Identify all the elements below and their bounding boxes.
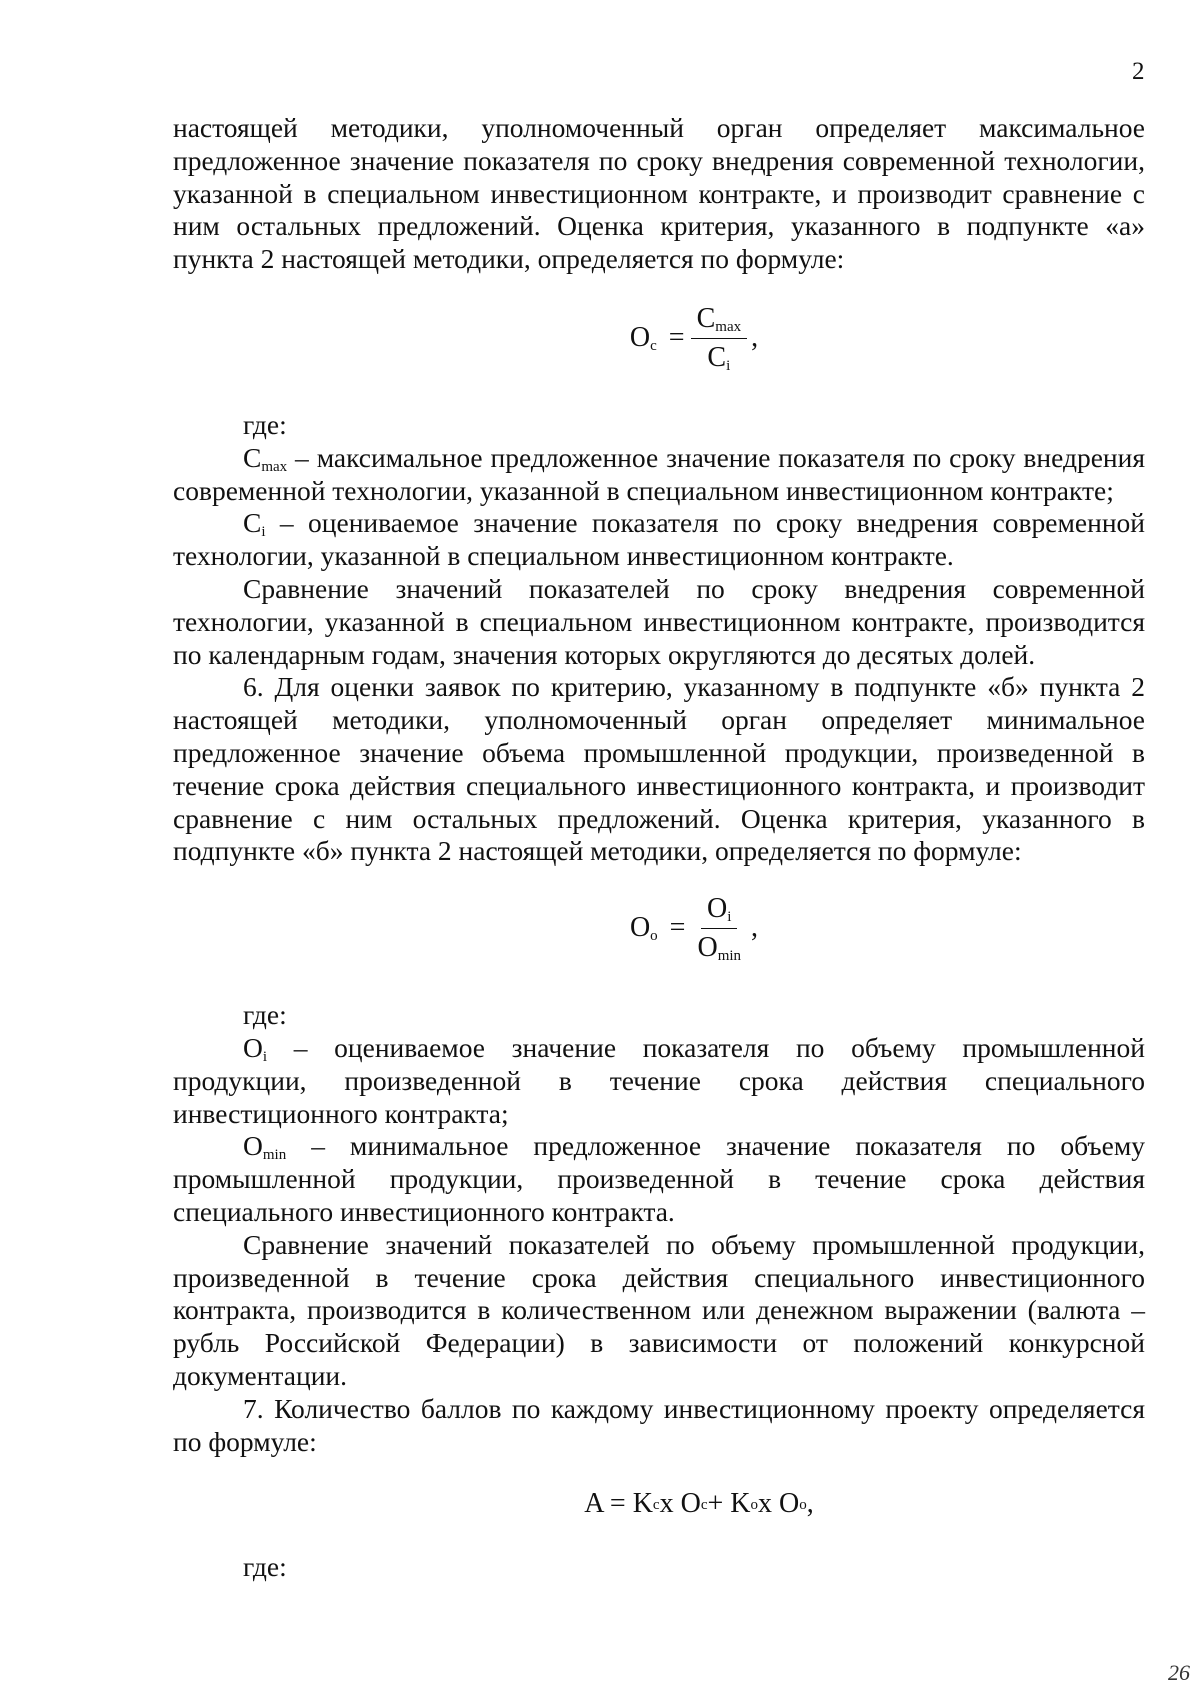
formula-oc-fraction bbox=[691, 302, 748, 375]
formula-oo-equals: = bbox=[669, 912, 686, 944]
formula-oc-lhs: $O_c$ bbox=[629, 322, 657, 355]
definition-omin: $O_{min}$ – минимальное предложенное значение показателя по объему промышленной продукции, произведенной в течение срока действия специального инвестиционного контракта. bbox=[173, 1130, 1145, 1227]
definition-oi: $O_i$ – оцениваемое значение показателя по объему промышленной продукции, произведенной в течение срока действия специального инвестиционного контракта; bbox=[173, 1031, 1145, 1129]
formula-oo-fraction bbox=[691, 892, 747, 965]
formula-oc-denominator: $C_i$ bbox=[707, 341, 731, 374]
formula-oo-denominator: $O_{min}$ bbox=[697, 932, 742, 965]
paragraph-item-7: 7. Количество баллов по каждому инвестиционному проекту определяется по формуле: bbox=[173, 1392, 1145, 1457]
paragraph-intro: настоящей методики, уполномоченный орган определяет максимальное предложенное значение показателя по сроку внедрения современной технологии, указанной в специальном инвестиционном контракте, и производит сравнение с ним остальных предложений. Оценка критерия, указанного в подпункте «а» пункта 2 настоящей методики, определяется по формуле: bbox=[173, 112, 1145, 275]
definition-ci: $C_i$ – оцениваемое значение показателя по сроку внедрения современной технологии, указанной в специальном инвестиционном контракте. bbox=[173, 507, 1145, 572]
document-body bbox=[173, 112, 1145, 1584]
paragraph-comparison-years: Сравнение значений показателей по сроку внедрения современной технологии, указанной в специальном инвестиционном контракте, производится по календарным годам, значения которых округляются до десятых долей. bbox=[173, 572, 1145, 670]
paragraph-comparison-volume: Сравнение значений показателей по объему промышленной продукции, произведенной в течение срока действия специального инвестиционного контракта, производится в количественном или денежном выражении (валюта – рубль Российской Федерации) в зависимости от положений конкурсной документации. bbox=[173, 1228, 1145, 1391]
paragraph-item-6: 6. Для оценки заявок по критерию, указанному в подпункте «б» пункта 2 настоящей методики, уполномоченный орган определяет минимальное предложенное значение объема промышленной продукции, произведенной в течение срока действия специального инвестиционного контракта, и производит сравнение с ним остальных предложений. Оценка критерия, указанного в подпункте «б» пункта 2 настоящей методики, определяется по формуле: bbox=[173, 671, 1145, 867]
page-number: 2 bbox=[1132, 58, 1145, 85]
formula-oc-equals: = bbox=[668, 322, 685, 354]
where-label-1: где: bbox=[243, 408, 287, 440]
scan-mark: 26 bbox=[1168, 1660, 1190, 1685]
formula-oc-numerator: $C_{max}$ bbox=[691, 302, 748, 339]
where-label-2: где: bbox=[243, 999, 287, 1031]
formula-oo-numerator: $O_i$ bbox=[701, 892, 737, 929]
where-label-3: где: bbox=[243, 1551, 287, 1583]
formula-oo-lhs: $O_o$ bbox=[629, 912, 658, 945]
definition-cmax: $C_{max}$ – максимальное предложенное значение показателя по сроку внедрения современной технологии, указанной в специальном инвестиционном контракте; bbox=[173, 441, 1145, 506]
formula-oc: $O_c$ = $\frac{C_{max}}{C_i}$ , bbox=[629, 302, 759, 374]
formula-a: A = K c x O c + K o x O o , bbox=[584, 1488, 814, 1520]
formula-oo: $O_o$ = $\frac{O_i}{O_{min}}$ , bbox=[629, 893, 759, 965]
